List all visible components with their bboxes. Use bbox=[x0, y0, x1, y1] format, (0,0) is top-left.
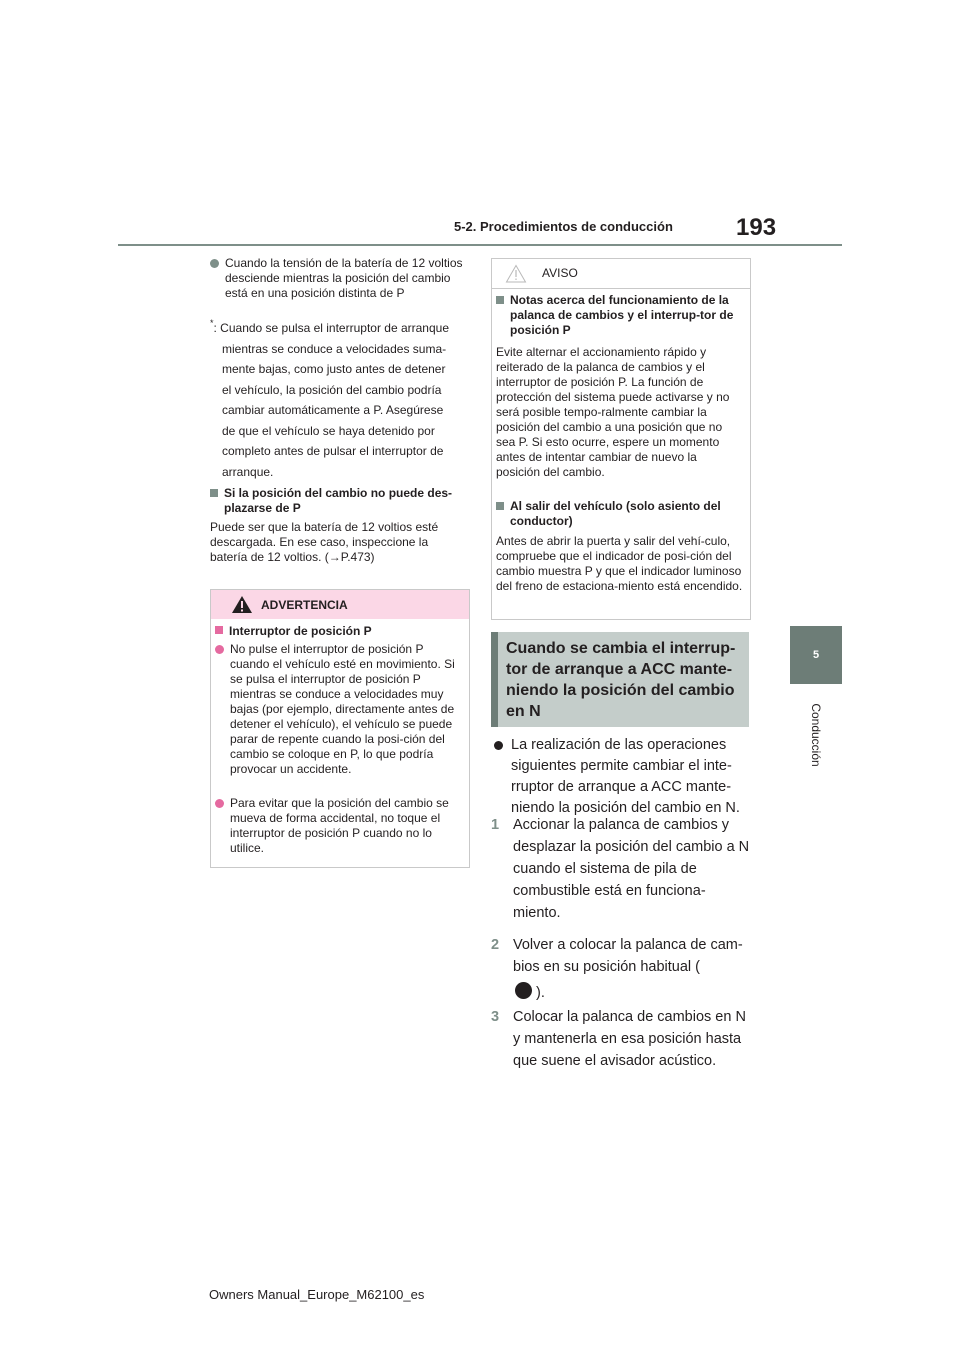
page-number: 193 bbox=[736, 214, 777, 241]
section-heading-text: Cuando se cambia el interrup-tor de arranque a ACC mante-niendo la posición del cambio en N bbox=[506, 640, 736, 720]
footnote-line-2: mente bajas, como justo antes de detener bbox=[222, 362, 446, 376]
bullet-icon bbox=[210, 259, 219, 268]
notice-title: AVISO bbox=[542, 266, 578, 280]
header-rule bbox=[118, 244, 842, 246]
warning-triangle-icon bbox=[231, 595, 253, 614]
footnote-line-7: arranque. bbox=[222, 464, 274, 479]
footnote bbox=[210, 318, 472, 482]
left-subheading-text: Si la posición del cambio no puede des-plazarse de P bbox=[224, 486, 453, 515]
bullet-icon bbox=[215, 799, 224, 808]
intro-bullet bbox=[491, 735, 753, 819]
step-3 bbox=[491, 1006, 753, 1072]
warning-subheading bbox=[215, 624, 465, 639]
intro-text: La realización de las operaciones siguientes permite cambiar el inte-rruptor de arranque a ACC mante-niendo la posición del cambio en N. bbox=[511, 737, 740, 816]
left-subheading bbox=[210, 486, 468, 516]
chapter-label bbox=[772, 690, 860, 780]
step-3-number: 3 bbox=[491, 1009, 500, 1025]
step-3-text: Colocar la palanca de cambios en N y mantenerla en esa posición hasta que suene el avisador acústico. bbox=[513, 1009, 746, 1069]
caution-triangle-icon bbox=[505, 264, 527, 283]
chapter-tab: 5 bbox=[790, 626, 842, 684]
left-body: Puede ser que la batería de 12 voltios esté descargada. En ese caso, inspeccione la batería de 12 voltios. (→P.473) bbox=[210, 520, 439, 564]
step-2 bbox=[491, 934, 753, 1004]
step-1-text: Accionar la palanca de cambios y desplazar la posición del cambio a N cuando el sistema de pila de combustible está en funciona-miento. bbox=[513, 817, 750, 921]
section-title: 5-2. Procedimientos de conducción bbox=[454, 219, 673, 234]
notice-subheading-1-text: Notas acerca del funcionamiento de la palanca de cambios y el interrup-tor de posición P bbox=[510, 293, 734, 337]
left-bullet-1-text: Cuando la tensión de la batería de 12 voltios desciende mientras la posición del cambio está en una posición distinta de P bbox=[225, 256, 463, 300]
square-bullet-icon bbox=[210, 489, 218, 497]
footnote-line-6: completo antes de pulsar el interruptor de bbox=[222, 444, 444, 458]
notice-subheading-1 bbox=[496, 293, 740, 338]
footnote-mark: * bbox=[210, 318, 214, 328]
notice-box bbox=[491, 258, 751, 620]
footer-text: Owners Manual_Europe_M62100_es bbox=[209, 1287, 425, 1302]
footnote-line-3: el vehículo, la posición del cambio podría bbox=[222, 382, 442, 397]
footnote-line-1: mientras se conduce a velocidades suma- bbox=[222, 341, 447, 356]
chapter-label-text: Conducción bbox=[809, 703, 823, 767]
step-2-text: Volver a colocar la palanca de cam-bios en su posición habitual ( bbox=[513, 937, 743, 975]
step-1 bbox=[491, 814, 753, 924]
square-bullet-icon bbox=[496, 502, 504, 510]
bullet-icon bbox=[494, 741, 503, 750]
footnote-line-0: : Cuando se pulsa el interruptor de arranque bbox=[213, 321, 449, 335]
notice-subheading-2-text: Al salir del vehículo (solo asiento del conductor) bbox=[510, 499, 721, 528]
warning-bullet-2-text: Para evitar que la posición del cambio se mueva de forma accidental, no toque el interruptor de posición P cuando no lo utilice. bbox=[230, 796, 449, 855]
warning-header bbox=[211, 590, 469, 619]
bullet-icon bbox=[215, 645, 224, 654]
section-heading bbox=[491, 632, 749, 727]
square-bullet-icon bbox=[496, 296, 504, 304]
notice-body-1: Evite alternar el accionamiento rápido y reiterado de la palanca de cambios y el interruptor de posición P. La función de protección del sistema puede activarse y no será posible tempo-ralmente cambiar la posición del cambio a una posición que no sea P. Si esto ocurre, espere un momento antes de intentar cambiar de nuevo la posición del cambio. bbox=[496, 345, 730, 479]
warning-bullet-2 bbox=[215, 796, 465, 856]
notice-header bbox=[492, 259, 750, 289]
notice-subheading-2 bbox=[496, 499, 744, 529]
notice-body-2: Antes de abrir la puerta y salir del vehí-culo, compruebe que el indicador de posi-ción del cambio muestra P y que el indicador luminoso del freno de estaciona-miento está encendido. bbox=[496, 534, 743, 593]
warning-bullet-1-text: No pulse el interruptor de posición P cuando el vehículo esté en movimiento. Si se pulsa el interruptor de posición P mientras se conduce a velocidades muy bajas (por ejemplo, directamente antes de detener el vehículo), el vehículo se puede parar de repente cuando la posi-ción del cambio se coloque en P, lo que podría provocar un accidente. bbox=[230, 642, 455, 776]
warning-box bbox=[210, 589, 470, 868]
home-position-icon bbox=[515, 982, 532, 999]
step-2-text-end: ). bbox=[532, 985, 545, 1001]
left-bullet-1 bbox=[210, 256, 468, 301]
warning-subheading-text: Interruptor de posición P bbox=[229, 624, 372, 638]
warning-bullet-1 bbox=[215, 642, 465, 777]
footnote-line-5: de que el vehículo se haya detenido por bbox=[222, 423, 435, 438]
footnote-line-4: cambiar automáticamente a P. Asegúrese bbox=[222, 403, 444, 417]
step-1-number: 1 bbox=[491, 817, 500, 833]
square-bullet-icon bbox=[215, 626, 223, 634]
step-2-number: 2 bbox=[491, 937, 500, 953]
warning-title: ADVERTENCIA bbox=[261, 598, 348, 612]
